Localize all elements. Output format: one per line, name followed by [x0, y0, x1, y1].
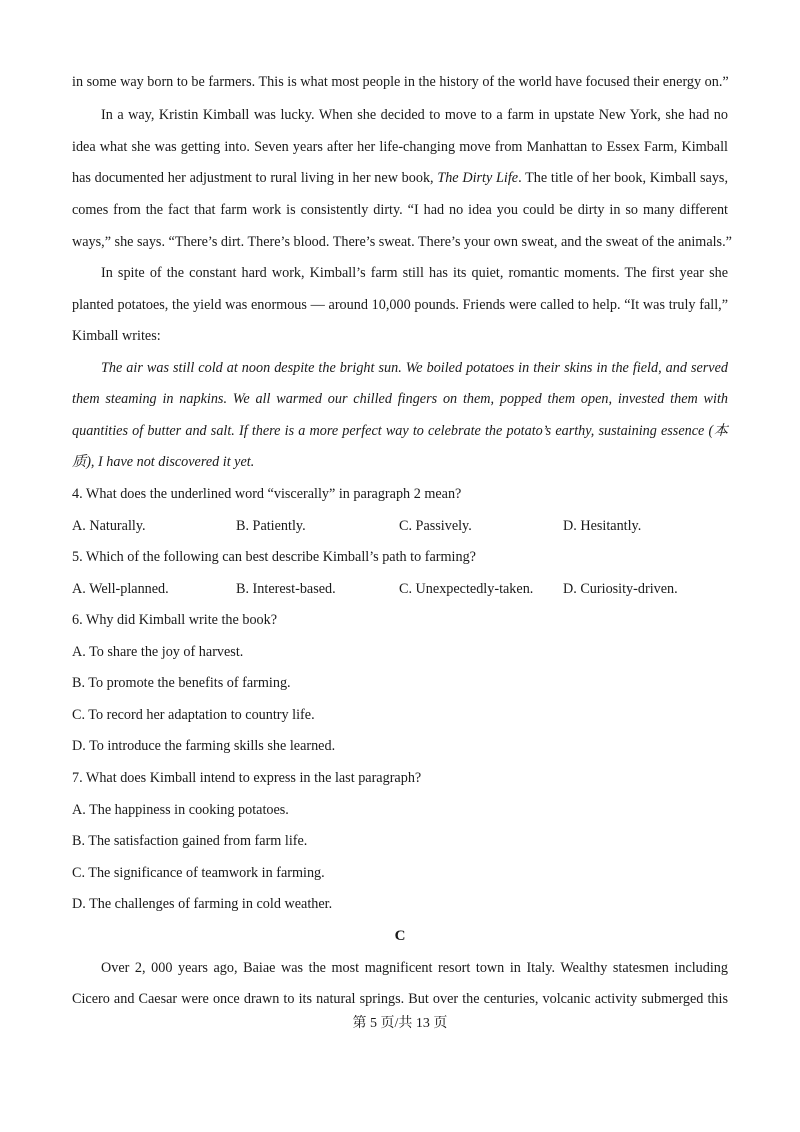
quote-line-3: quantities of butter and salt. If there is a more perfect way to celebrate the potato’s earthy, sustaining essence (本: [72, 423, 728, 439]
passage-b-paragraph-2-line-1: In a way, Kristin Kimball was lucky. When she decided to move to a farm in upstate New York, she had no: [101, 107, 728, 123]
passage-b-paragraph-3-line-1: In spite of the constant hard work, Kimball’s farm still has its quiet, romantic moments. The first year she: [101, 265, 728, 281]
passage-b-paragraph-2-line-2: idea what she was getting into. Seven years after her life-changing move from Manhattan to Essex Farm, Kimball: [72, 139, 728, 155]
question-6-option-d: D. To introduce the farming skills she learned.: [72, 738, 336, 754]
question-4-stem: 4. What does the underlined word “viscerally” in paragraph 2 mean?: [72, 486, 462, 502]
question-4-option-c: C. Passively.: [399, 518, 472, 534]
quote-line-4: 质), I have not discovered it yet.: [72, 454, 255, 470]
passage-b-paragraph-2-line-4: comes from the fact that farm work is consistently dirty. “I had no idea you could be dirty in so many different: [72, 202, 728, 218]
passage-b-paragraph-3-line-3: Kimball writes:: [72, 328, 161, 344]
question-7-option-a: A. The happiness in cooking potatoes.: [72, 802, 289, 818]
question-4-option-b: B. Patiently.: [236, 518, 306, 534]
question-5-option-d: D. Curiosity-driven.: [563, 581, 678, 597]
passage-b-paragraph-3-line-2: planted potatoes, the yield was enormous — around 10,000 pounds. Friends were called to help. “It was truly fall,”: [72, 297, 728, 313]
question-7-option-c: C. The significance of teamwork in farming.: [72, 865, 325, 881]
question-7-option-b: B. The satisfaction gained from farm life.: [72, 833, 308, 849]
question-5-option-b: B. Interest-based.: [236, 581, 336, 597]
page-number-footer: 第 5 页/共 13 页: [352, 1016, 448, 1031]
book-title: The Dirty Life: [437, 170, 519, 186]
question-7-option-d: D. The challenges of farming in cold weather.: [72, 896, 333, 912]
question-5-stem: 5. Which of the following can best describe Kimball’s path to farming?: [72, 549, 476, 565]
question-5-option-c: C. Unexpectedly-taken.: [399, 581, 534, 597]
passage-b-paragraph-2-line-5: ways,” she says. “There’s dirt. There’s blood. There’s sweat. There’s your own sweat, and the sweat of the animals.”: [72, 234, 732, 250]
question-7-stem: 7. What does Kimball intend to express in the last paragraph?: [72, 770, 422, 786]
passage-b-paragraph-2-line-3: [72, 168, 728, 188]
question-6-option-a: A. To share the joy of harvest.: [72, 644, 244, 660]
quote-line-1: The air was still cold at noon despite the bright sun. We boiled potatoes in their skins in the field, and served: [101, 360, 728, 376]
line-text-after-title: . The title of her book, Kimball says,: [518, 170, 728, 186]
section-c-line-1: Over 2, 000 years ago, Baiae was the most magnificent resort town in Italy. Wealthy statesmen including: [101, 960, 728, 976]
question-5-option-a: A. Well-planned.: [72, 581, 169, 597]
question-6-stem: 6. Why did Kimball write the book?: [72, 612, 278, 628]
section-c-heading: C: [394, 928, 406, 944]
passage-b-paragraph-1-tail: in some way born to be farmers. This is what most people in the history of the world have focused their energy on.”: [72, 74, 729, 90]
question-4-option-a: A. Naturally.: [72, 518, 146, 534]
question-6-option-b: B. To promote the benefits of farming.: [72, 675, 291, 691]
question-6-option-c: C. To record her adaptation to country life.: [72, 707, 315, 723]
question-4-option-d: D. Hesitantly.: [563, 518, 642, 534]
section-c-line-2: Cicero and Caesar were once drawn to its natural springs. But over the centuries, volcanic activity submerged this: [72, 991, 728, 1007]
quote-line-2: them steaming in napkins. We all warmed our chilled fingers on them, popped them open, invested them with: [72, 391, 728, 407]
line-text-before-title: has documented her adjustment to rural living in her new book,: [72, 170, 438, 186]
